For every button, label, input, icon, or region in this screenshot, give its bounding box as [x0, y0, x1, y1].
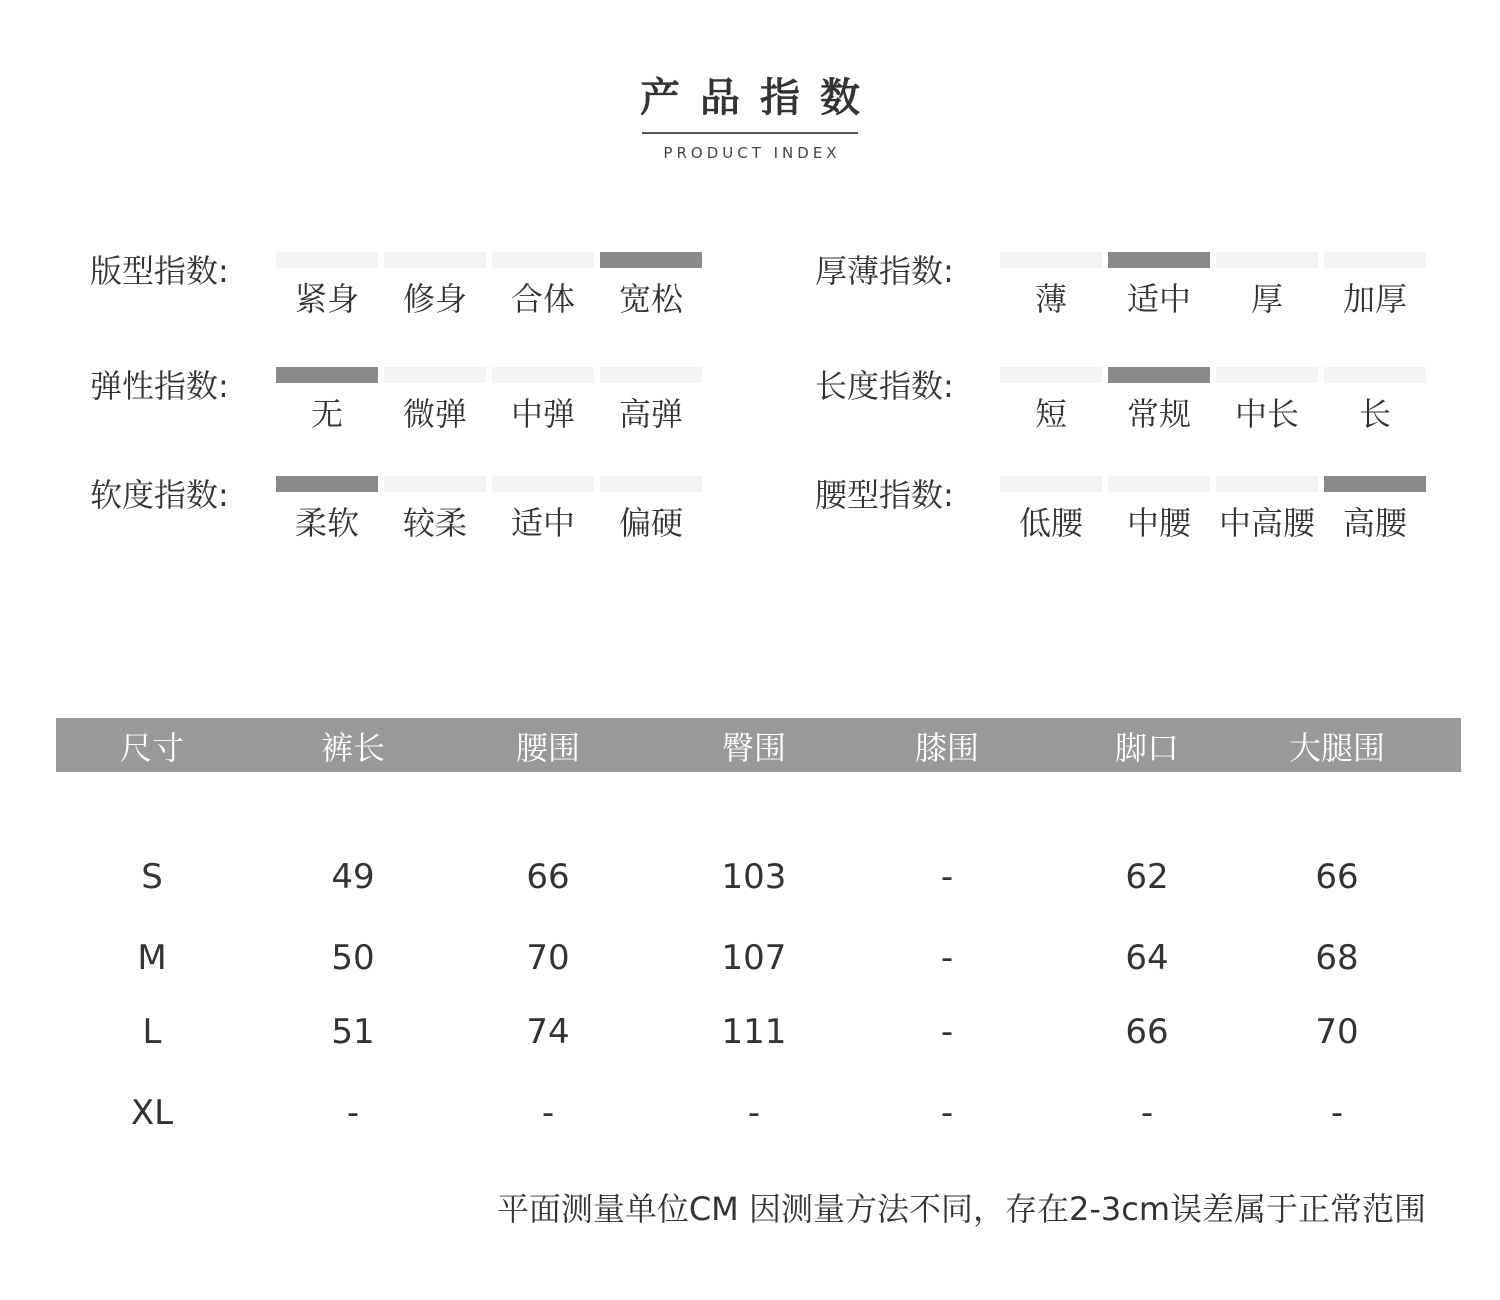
- index-option-label: 合体: [510, 280, 575, 318]
- index-bar: [492, 367, 594, 383]
- measurement-cell: -: [940, 938, 954, 978]
- index-row: [90, 355, 710, 445]
- size-table: [56, 718, 1461, 1133]
- measurement-cell: 62: [1125, 857, 1169, 897]
- index-option-label: 中腰: [1126, 504, 1191, 542]
- index-bar: [384, 367, 486, 383]
- page-subtitle: PRODUCT INDEX: [663, 144, 841, 162]
- index-option-label: 中长: [1234, 395, 1299, 433]
- index-label: 厚薄指数:: [815, 252, 954, 290]
- measurement-cell: 111: [721, 1012, 787, 1052]
- index-bar-selected: [600, 252, 702, 268]
- index-bar: [600, 476, 702, 492]
- index-bar: [1216, 367, 1318, 383]
- index-option-label: 紧身: [294, 280, 359, 318]
- index-bar: [492, 476, 594, 492]
- index-option-label: 长: [1358, 395, 1391, 433]
- index-row: [815, 240, 1435, 330]
- index-bar: [384, 252, 486, 268]
- measurement-cell: 66: [1125, 1012, 1169, 1052]
- index-bar-selected: [1108, 367, 1210, 383]
- index-option-label: 高腰: [1342, 504, 1407, 542]
- index-option-label: 厚: [1250, 280, 1283, 318]
- index-row: [815, 464, 1435, 554]
- index-bar-selected: [276, 367, 378, 383]
- measurement-cell: -: [541, 1093, 555, 1133]
- index-option-label: 短: [1034, 395, 1067, 433]
- size-cell: S: [141, 857, 163, 897]
- measurement-cell: -: [747, 1093, 761, 1133]
- measurement-cell: 50: [331, 938, 375, 978]
- measurement-cell: 51: [331, 1012, 375, 1052]
- measurement-cell: -: [1140, 1093, 1154, 1133]
- index-option-label: 无: [310, 395, 343, 433]
- measurement-note: 平面测量单位CM 因测量方法不同，存在2-3cm误差属于正常范围: [496, 1190, 1426, 1228]
- title-underline: [642, 132, 858, 134]
- column-header: 尺寸: [119, 729, 184, 767]
- size-cell: XL: [130, 1093, 174, 1133]
- size-table-header: [56, 718, 1461, 772]
- measurement-cell: 74: [526, 1012, 570, 1052]
- measurement-cell: -: [346, 1093, 360, 1133]
- table-row: [56, 852, 1461, 902]
- measurement-cell: 66: [1315, 857, 1359, 897]
- index-row: [90, 240, 710, 330]
- table-row: [56, 1007, 1461, 1057]
- table-row: [56, 1088, 1461, 1138]
- index-bar: [1324, 367, 1426, 383]
- index-option-label: 柔软: [294, 504, 359, 542]
- measurement-cell: 64: [1125, 938, 1169, 978]
- column-header: 膝围: [914, 729, 979, 767]
- column-header: 腰围: [515, 729, 580, 767]
- index-label: 版型指数:: [90, 252, 229, 290]
- index-label: 腰型指数:: [815, 476, 954, 514]
- column-header: 大腿围: [1288, 729, 1385, 767]
- index-option-label: 中高腰: [1218, 504, 1315, 542]
- index-option-label: 常规: [1126, 395, 1191, 433]
- index-bar-selected: [1108, 252, 1210, 268]
- measurement-cell: -: [940, 1093, 954, 1133]
- measurement-cell: 66: [526, 857, 570, 897]
- index-label: 弹性指数:: [90, 367, 229, 405]
- measurement-cell: 68: [1315, 938, 1359, 978]
- column-header: 臀围: [721, 729, 786, 767]
- index-row: [90, 464, 710, 554]
- index-label: 长度指数:: [815, 367, 954, 405]
- index-bar: [1000, 367, 1102, 383]
- index-bar: [384, 476, 486, 492]
- title-block: [0, 70, 1500, 162]
- page-title: 产品指数: [640, 75, 880, 121]
- index-option-label: 较柔: [402, 504, 467, 542]
- size-cell: L: [142, 1012, 162, 1052]
- measurement-cell: 70: [1315, 1012, 1359, 1052]
- column-header: 裤长: [320, 729, 385, 767]
- measurement-cell: 70: [526, 938, 570, 978]
- measurement-cell: -: [940, 1012, 954, 1052]
- measurement-cell: 103: [721, 857, 787, 897]
- measurement-cell: -: [1330, 1093, 1344, 1133]
- index-bar-selected: [276, 476, 378, 492]
- index-option-label: 低腰: [1018, 504, 1083, 542]
- index-option-label: 高弹: [618, 395, 683, 433]
- measurement-cell: -: [940, 857, 954, 897]
- index-option-label: 适中: [1126, 280, 1191, 318]
- index-bar: [1216, 252, 1318, 268]
- index-bar: [1000, 252, 1102, 268]
- table-row: [56, 933, 1461, 983]
- index-option-label: 微弹: [402, 395, 467, 433]
- index-label: 软度指数:: [90, 476, 229, 514]
- index-option-label: 薄: [1034, 280, 1067, 318]
- index-option-label: 宽松: [618, 280, 683, 318]
- index-option-label: 加厚: [1342, 280, 1407, 318]
- index-bar-selected: [1324, 476, 1426, 492]
- index-bar: [1108, 476, 1210, 492]
- index-row: [815, 355, 1435, 445]
- index-option-label: 修身: [402, 280, 467, 318]
- index-bar: [600, 367, 702, 383]
- index-option-label: 适中: [510, 504, 575, 542]
- index-bar: [276, 252, 378, 268]
- index-option-label: 中弹: [510, 395, 575, 433]
- measurement-cell: 49: [331, 857, 375, 897]
- index-bar: [1216, 476, 1318, 492]
- column-header: 脚口: [1114, 729, 1179, 767]
- size-cell: M: [137, 938, 167, 978]
- index-bar: [1324, 252, 1426, 268]
- index-bar: [1000, 476, 1102, 492]
- index-option-label: 偏硬: [618, 504, 683, 542]
- measurement-cell: 107: [721, 938, 787, 978]
- index-bar: [492, 252, 594, 268]
